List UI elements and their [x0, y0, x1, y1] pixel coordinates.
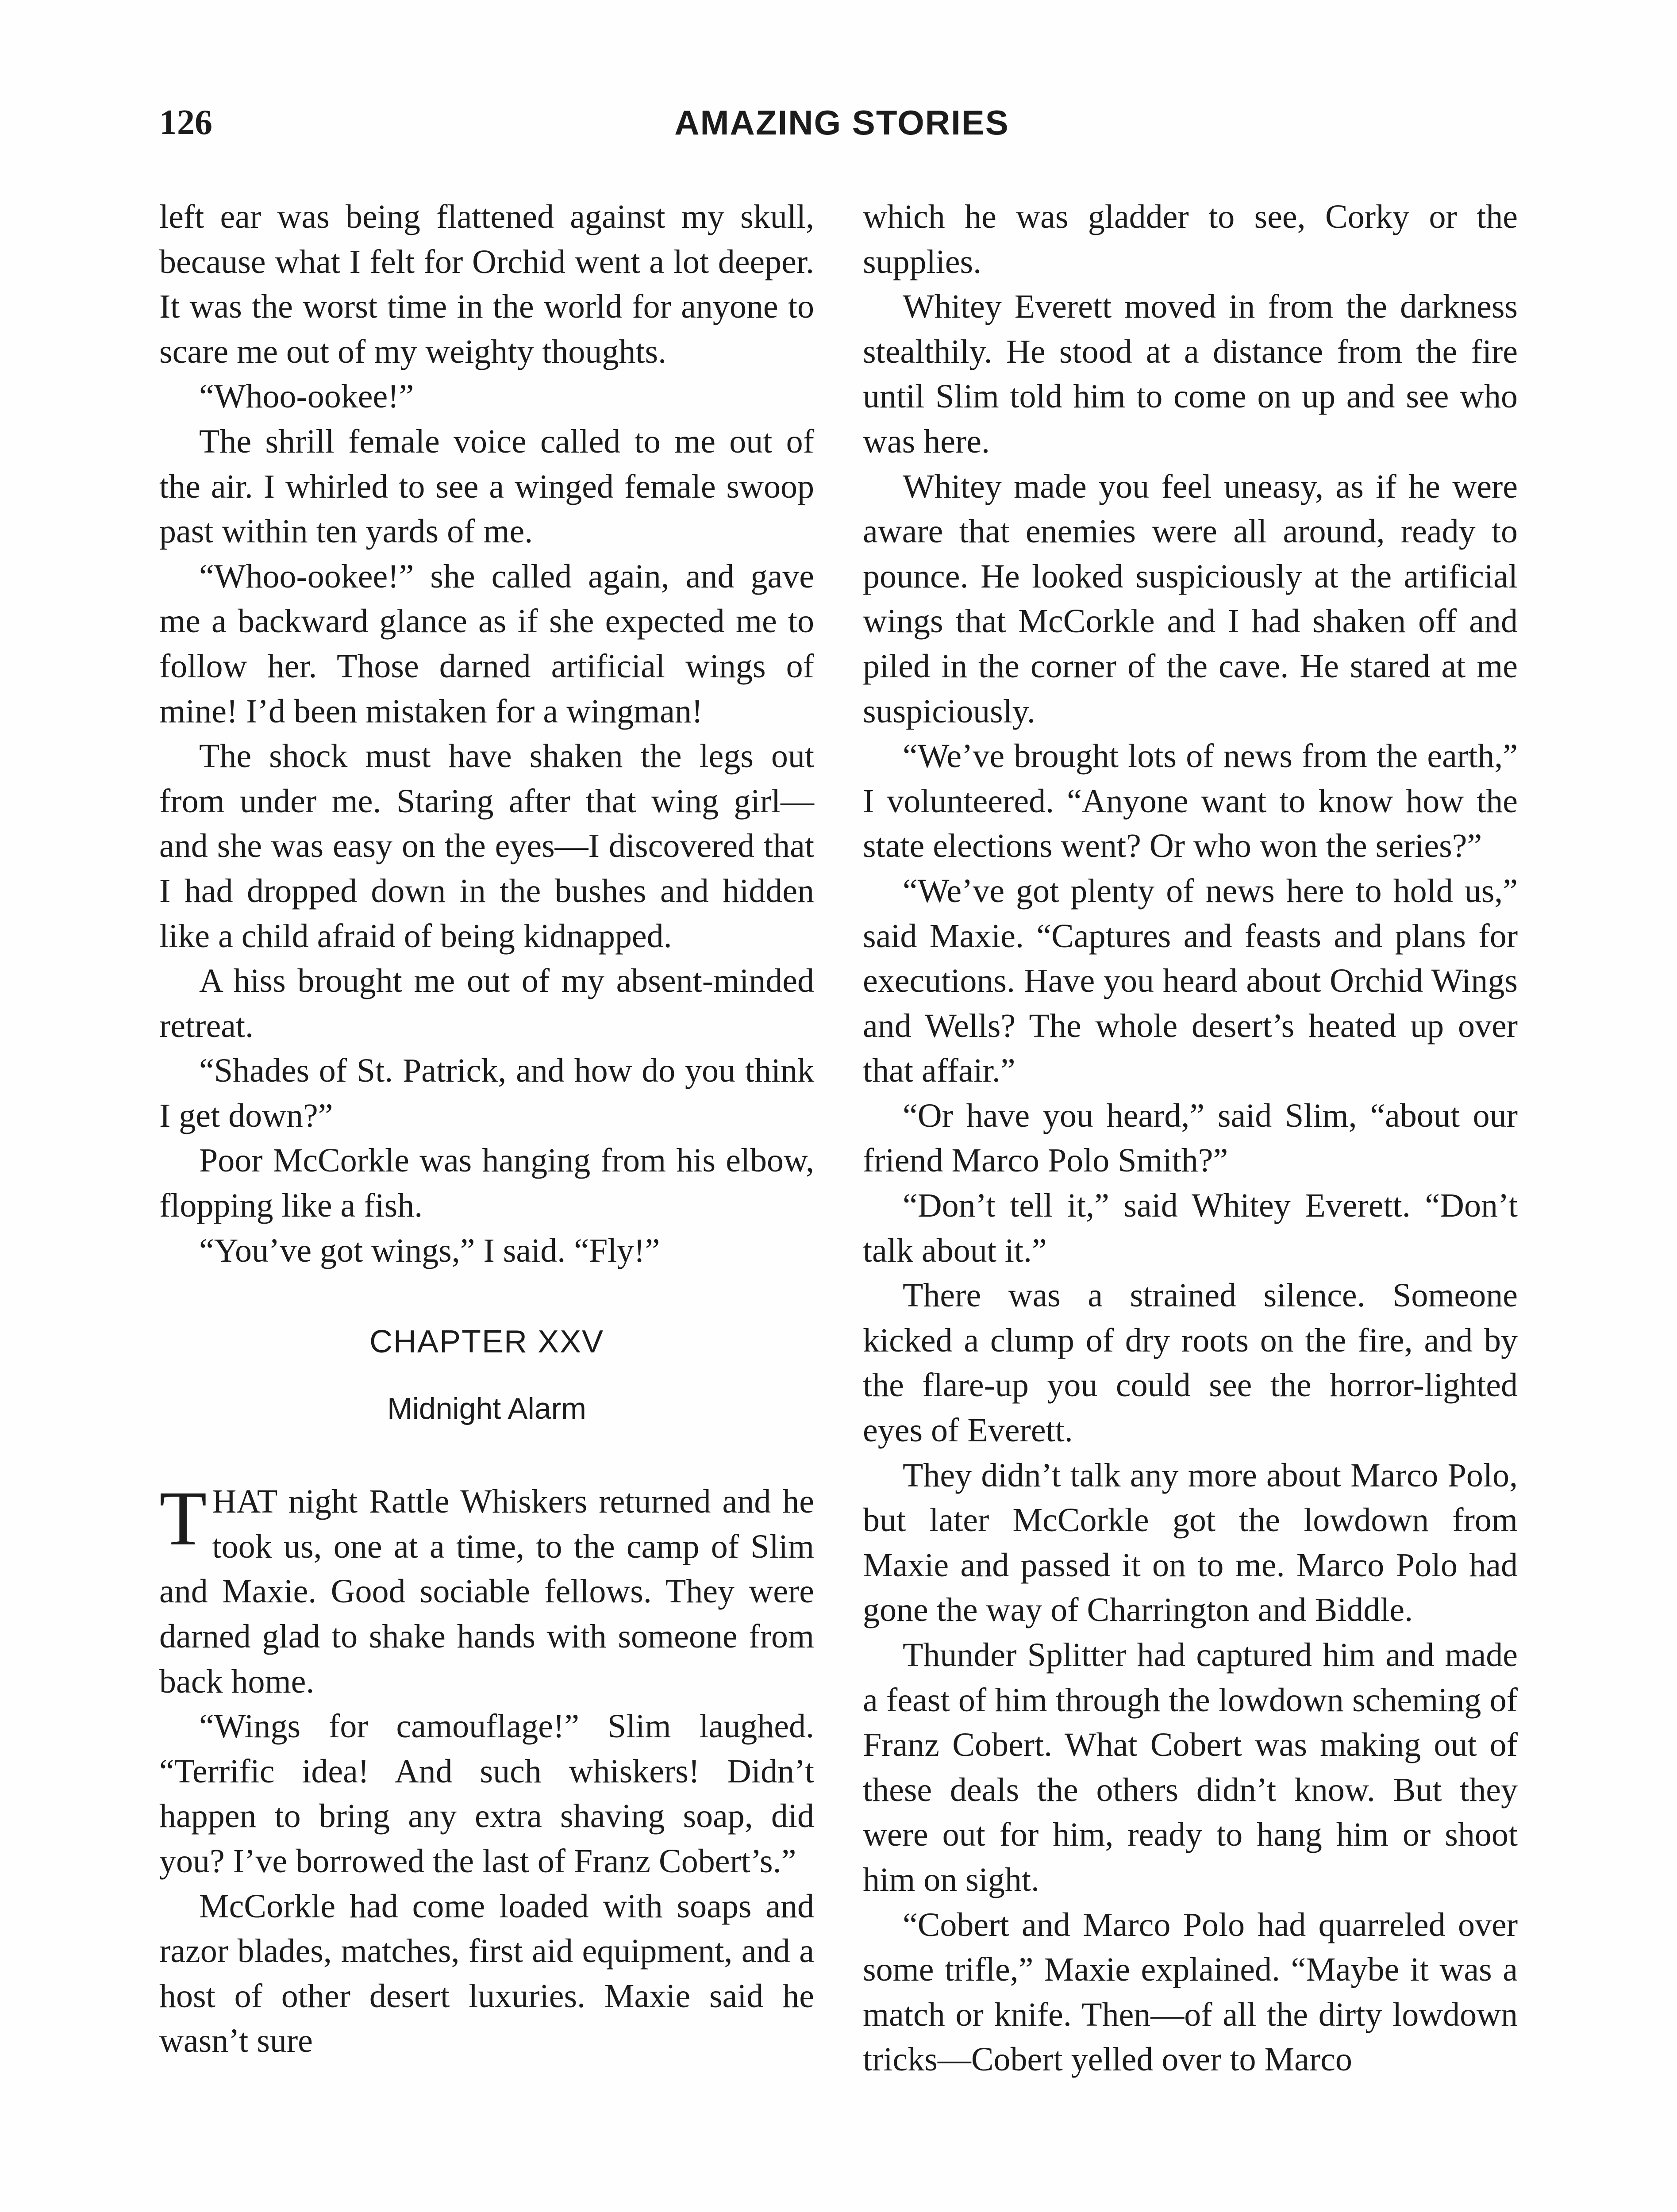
paragraph: “We’ve brought lots of news from the earth,” I volunteered. “Anyone want to know how the state elections went? Or who won the series?”	[863, 737, 1518, 865]
chapter-title: CHAPTER XXV	[369, 1324, 604, 1360]
running-head: AMAZING STORIES	[674, 103, 1009, 142]
paragraph: McCorkle had come loaded with soaps and razor blades, matches, first aid equipment, and a host of other desert luxuries. Maxie said he wasn’t sure	[159, 1887, 814, 2060]
paragraph: Whitey made you feel uneasy, as if he were aware that enemies were all around, ready to pounce. He looked suspiciously at the artificial wings that McCorkle and I had shaken off and piled in the corner of the cave. He stared at me suspiciously.	[863, 468, 1518, 730]
paragraph: The shrill female voice called to me out of the air. I whirled to see a winged female swoop past within ten yards of me.	[159, 422, 814, 550]
page-number: 126	[159, 103, 212, 142]
paragraph: Poor McCorkle was hanging from his elbow, flopping like a fish.	[159, 1142, 814, 1225]
paragraph: They didn’t talk any more about Marco Polo, but later McCorkle got the lowdown from Maxie and passed it on to me. Marco Polo had gone the way of Charrington and Biddle.	[863, 1456, 1518, 1629]
page-header	[159, 98, 1524, 147]
opening-text: HAT night Rattle Whiskers returned and he took us, one at a time, to the camp of Slim and Maxie. Good sociable fellows. They were darned glad to shake hands with someone from back home.	[159, 1483, 814, 1700]
paragraph: “Wings for camouflage!” Slim laughed. “Terrific idea! And such whiskers! Didn’t happen to bring any extra shaving soap, did you? I’ve borrowed the last of Franz Cobert’s.”	[159, 1708, 814, 1880]
paragraph: There was a strained silence. Someone kicked a clump of dry roots on the fire, and by the flare-up you could see the horror-lighted eyes of Everett.	[863, 1277, 1518, 1449]
chapter-subtitle: Midnight Alarm	[387, 1392, 586, 1426]
paragraph: The shock must have shaken the legs out from under me. Staring after that wing girl—and she was easy on the eyes—I discovered that I had dropped down in the bushes and hidden like a child afraid of being kidnapped.	[159, 737, 814, 955]
paragraph: “You’ve got wings,” I said. “Fly!”	[199, 1232, 660, 1269]
paragraph: “Or have you heard,” said Slim, “about our friend Marco Polo Smith?”	[863, 1097, 1518, 1179]
paragraph: “Whoo-ookee!”	[199, 378, 414, 415]
paragraph: A hiss brought me out of my absent-minded retreat.	[159, 962, 814, 1045]
paragraph: “Shades of St. Patrick, and how do you think I get down?”	[159, 1052, 814, 1134]
paragraph: Thunder Splitter had captured him and made a feast of him through the lowdown scheming of Franz Cobert. What Cobert was making out of these deals the others didn’t know. But they were out for him, ready to hang him or shoot him on sight.	[863, 1636, 1518, 1898]
opening-paragraph	[159, 1475, 814, 1704]
paragraph: “Whoo-ookee!” she called again, and gave me a backward glance as if she expected me to follow her. Those darned artificial wings of mine! I’d been mistaken for a wingman!	[159, 557, 814, 730]
right-column	[863, 195, 1518, 2082]
paragraph: left ear was being flattened against my skull, because what I felt for Orchid went a lot deeper. It was the worst time in the world for anyone to scare me out of my weighty thoughts.	[159, 198, 814, 370]
left-column	[159, 195, 814, 2064]
paragraph: “Cobert and Marco Polo had quarreled over some trifle,” Maxie explained. “Maybe it was a match or knife. Then—of all the dirty lowdown tricks—Cobert yelled over to Marco	[863, 1906, 1518, 2078]
paragraph: “Don’t tell it,” said Whitey Everett. “Don’t talk about it.”	[863, 1187, 1518, 1269]
drop-cap: T	[159, 1475, 207, 1562]
paragraph: “We’ve got plenty of news here to hold us,” said Maxie. “Captures and feasts and plans for executions. Have you heard about Orchid Wings and Wells? The whole desert’s heated up over that affair.”	[863, 872, 1518, 1090]
paragraph: Whitey Everett moved in from the darkness stealthily. He stood at a distance from the fire until Slim told him to come on up and see who was here.	[863, 288, 1518, 460]
paragraph: which he was gladder to see, Corky or the supplies.	[863, 198, 1518, 280]
